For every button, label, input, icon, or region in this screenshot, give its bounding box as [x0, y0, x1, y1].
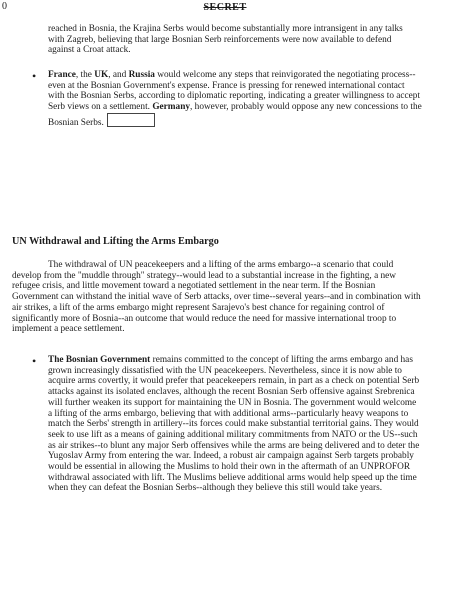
paragraph-text: would welcome any steps that reinvigorated the negotiating process--even at the Bosnian Government's expense. France is pressing for renewed international contact with the Bosnian Serbs, according to diplomatic reporting, indicating a greater willingness to accept Serb views on a settlement. — [48, 70, 421, 113]
country-germany: Germany — [152, 102, 191, 113]
separator: , and — [108, 70, 129, 80]
bullet-marker: • — [32, 354, 37, 368]
separator: , the — [75, 70, 95, 80]
paragraph-text: or the US--such as air strikes--to blunt any major Serb offensives while the arms are being delivered and to deter the Yugoslav Army from entering the war. Indeed, a robust air campaign against Serb targets probably would be essential in allowing the Muslims to hold their own in the aftermath of an UNPROFOR withdrawal associated with lift. The Muslims believe additional arms would help speed up the time when they can defeat the Bosnian Serbs--although they believe this still would take years. — [48, 429, 420, 494]
classification-marking: SECRET — [203, 2, 247, 13]
section-heading: UN Withdrawal and Lifting the Arms Embargo — [12, 236, 219, 247]
bullet-marker: • — [32, 69, 37, 83]
paragraph-text: , however, probably would oppose any new concessions to the Bosnian Serbs. — [48, 102, 422, 128]
paragraph-text: remains committed to the concept of lifting the arms embargo and has grown increasingly dissatisfied with the UN peacekeepers. Nevertheless, since it is now able to acquire arms covertly, it would prefer that peacekeepers remain, in part as a check on potential Serb attacks against its isolated enclaves, although the recent Bosnian Serb offensive against Srebrenica will further weaken its support for maintaining the UN in Bosnia. The government would welcome a lifting of the arms embargo, believing that with additional arms--particularly heavy weapons to match the Serbs' strength in artillery--its forces could make substantial territorial gains. They would seek to use lift as a means of gaining additional military commitments from — [48, 355, 420, 440]
country-russia: Russia — [128, 70, 155, 80]
nato-text: NATO — [331, 429, 357, 440]
country-uk: UK — [94, 70, 109, 80]
redaction-box — [107, 113, 155, 127]
bullet-paragraph-allies — [48, 70, 422, 129]
paragraph-continuation: reached in Bosnia, the Krajina Serbs would become substantially more intransigent in any talks with Zagreb, believing that large Bosnian Serb reinforcements were now available to defend against a Croat attack. — [48, 24, 403, 56]
actor-bosnian-government: The Bosnian Government — [48, 355, 151, 365]
section-intro-paragraph: The withdrawal of UN peacekeepers and a lifting of the arms embargo--a scenario that could develop from the "muddle through" strategy--would lead to a substantial increase in the fighting, a new refugee crisis, and little movement toward a negotiated settlement in the near term. If the Bosnian Government can withstand the initial wave of Serb attacks, over time--several years--and in combination with air strikes, a lift of the arms embargo might represent Sarajevo's best chance for regaining control of significantly more of Bosnia--an outcome that would reduce the need for massive international troop to implement a peace settlement. — [12, 260, 421, 335]
country-france: France — [48, 70, 76, 80]
bullet-paragraph-bosnian-government — [48, 355, 422, 494]
page-number: 0 — [2, 1, 7, 12]
